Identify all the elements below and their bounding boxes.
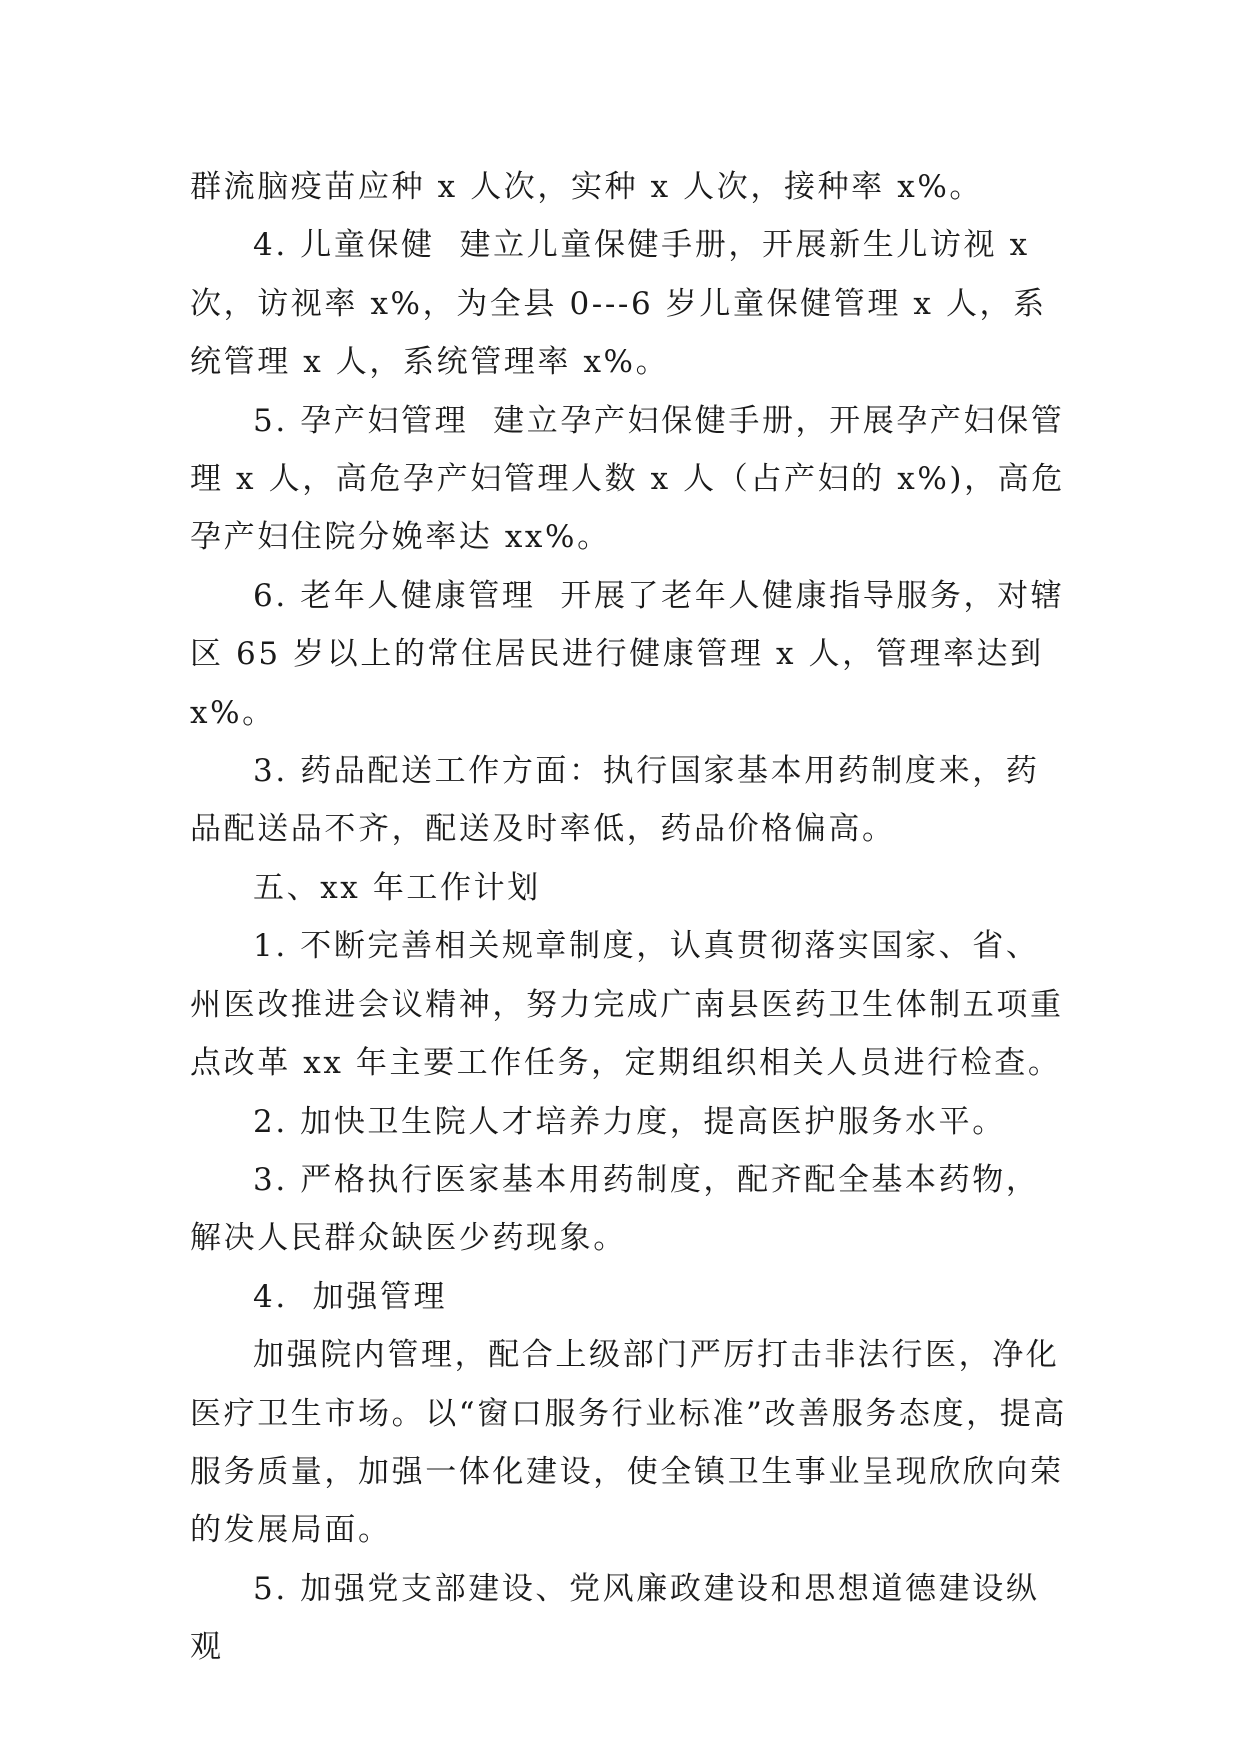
paragraph: 3. 药品配送工作方面：执行国家基本用药制度来，药品配送品不齐，配送及时率低，药品价格偏高。 xyxy=(190,753,1040,848)
document-body xyxy=(190,158,1070,1677)
paragraph: 6. 老年人健康管理 开展了老年人健康指导服务，对辖区 65 岁以上的常住居民进行健康管理 x 人，管理率达到 x%。 xyxy=(190,577,1065,731)
paragraph: 3. 严格执行医家基本用药制度，配齐配全基本药物，解决人民群众缺医少药现象。 xyxy=(190,1161,1040,1257)
paragraph: 5. 加强党支部建设、党风廉政建设和思想道德建设纵观 xyxy=(190,1570,1040,1666)
paragraph: 2. 加快卫生院人才培养力度，提高医护服务水平。 xyxy=(253,1103,1006,1140)
paragraph: 加强院内管理，配合上级部门严厉打击非法行医，净化医疗卫生市场。以“窗口服务行业标准”改善服务态度，提高服务质量，加强一体化建设，使全镇卫生事业呈现欣欣向荣的发展局面。 xyxy=(190,1337,1067,1549)
subsection-heading: 4. 加强管理 xyxy=(253,1278,448,1315)
section-heading: 五、xx 年工作计划 xyxy=(253,869,541,906)
paragraph: 1. 不断完善相关规章制度，认真贯彻落实国家、省、州医改推进会议精神，努力完成广南县医药卫生体制五项重点改革 xx 年主要工作任务，定期组织相关人员进行检查。 xyxy=(190,928,1064,1082)
paragraph: 4. 儿童保健 建立儿童保健手册，开展新生儿访视 x 次，访视率 x%，为全县 0---6 岁儿童保健管理 x 人，系统管理 x 人，系统管理率 x%。 xyxy=(190,227,1047,381)
paragraph: 群流脑疫苗应种 x 人次，实种 x 人次，接种率 x%。 xyxy=(190,169,983,205)
paragraph: 5. 孕产妇管理 建立孕产妇保健手册，开展孕产妇保管理 x 人，高危孕产妇管理人数 x 人（占产妇的 x%)，高危孕产妇住院分娩率达 xx%。 xyxy=(190,402,1065,556)
